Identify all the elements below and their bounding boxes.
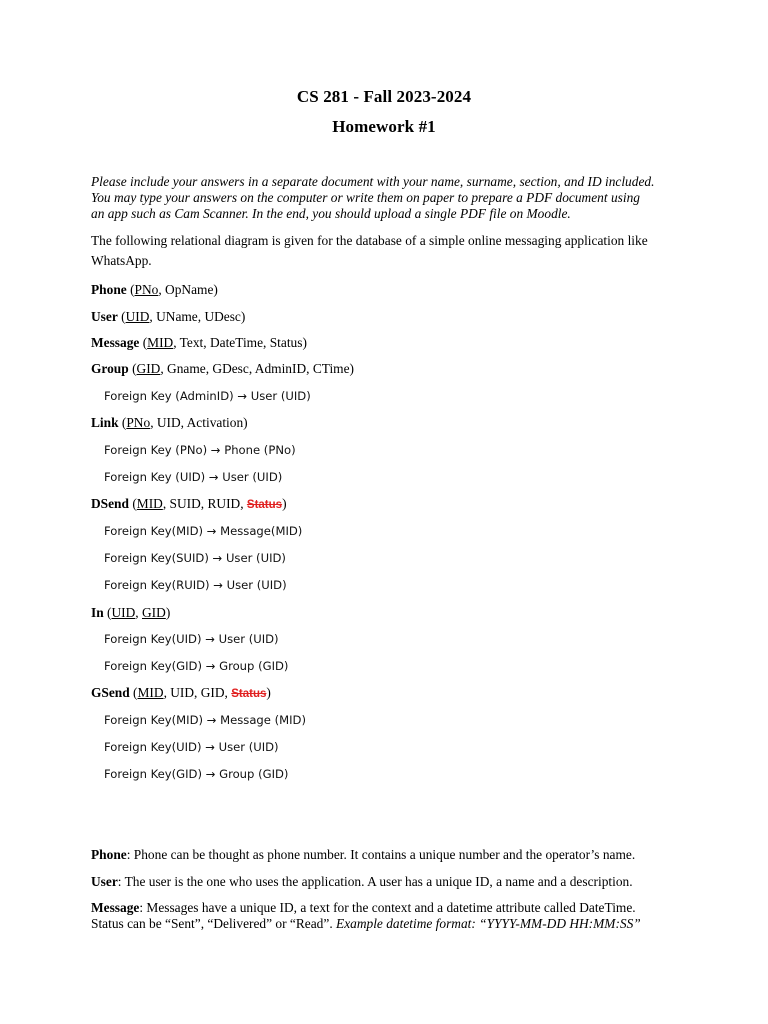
foreign-key-line: Foreign Key (UID) → User (UID): [104, 470, 283, 484]
foreign-key-line: Foreign Key (AdminID) → User (UID): [104, 389, 311, 403]
description-message: [91, 900, 681, 932]
intro-paragraph: [91, 231, 681, 271]
relation-attributes: , UName, UDesc): [149, 309, 246, 324]
foreign-key-line: Foreign Key(MID) → Message (MID): [104, 713, 307, 727]
relation-name: Link: [91, 415, 119, 430]
description-text: : Phone can be thought as phone number. It contains a unique number and the operator’s name.: [126, 847, 636, 862]
relation-attributes: , SUID, RUID,: [162, 496, 247, 511]
instructions-line: an app such as Cam Scanner. In the end, you should upload a single PDF file on Moodle.: [91, 206, 571, 221]
relation-message: Message (MID, Text, DateTime, Status): [91, 335, 307, 350]
relation-user: User (UID, UName, UDesc): [91, 309, 246, 324]
relation-link: Link (PNo, UID, Activation): [91, 415, 248, 430]
primary-key: UID: [111, 605, 136, 620]
relation-in: In (UID, GID): [91, 605, 171, 620]
relation-attributes: , UID, Activation): [150, 415, 248, 430]
document-subtitle: Homework #1: [332, 117, 436, 136]
primary-key: GID: [136, 361, 161, 376]
description-text: Status can be “Sent”, “Delivered” or “Read”.: [91, 916, 337, 931]
primary-key: PNo: [134, 282, 159, 297]
relation-phone: Phone (PNo, OpName): [91, 282, 218, 297]
foreign-key-line: Foreign Key (PNo) → Phone (PNo): [104, 443, 296, 457]
description-phone: [91, 847, 681, 863]
primary-key: MID: [137, 685, 164, 700]
primary-key: MID: [136, 496, 163, 511]
relation-attributes: , Text, DateTime, Status): [173, 335, 307, 350]
relation-attributes: , Gname, GDesc, AdminID, CTime): [160, 361, 354, 376]
datetime-example: Example datetime format: “YYYY-MM-DD HH:MM:SS”: [336, 916, 641, 931]
description-term: User: [91, 874, 118, 889]
relation-attributes: , OpName): [158, 282, 218, 297]
primary-key: PNo: [126, 415, 151, 430]
relation-name: User: [91, 309, 118, 324]
description-text: : The user is the one who uses the application. A user has a unique ID, a name and a description.: [117, 874, 633, 889]
relation-name: Message: [91, 335, 140, 350]
foreign-key-line: Foreign Key(MID) → Message(MID): [104, 524, 303, 538]
intro-line: WhatsApp.: [91, 253, 152, 268]
intro-line: The following relational diagram is given for the database of a simple online messaging application like: [91, 233, 648, 248]
relation-name: GSend: [91, 685, 130, 700]
description-user: [91, 874, 681, 890]
foreign-key-line: Foreign Key(RUID) → User (UID): [104, 578, 287, 592]
foreign-key-line: Foreign Key(GID) → Group (GID): [104, 767, 289, 781]
foreign-key-line: Foreign Key(SUID) → User (UID): [104, 551, 286, 565]
relation-group: Group (GID, Gname, GDesc, AdminID, CTime): [91, 361, 354, 376]
foreign-key-line: Foreign Key(UID) → User (UID): [104, 632, 279, 646]
description-text: : Messages have a unique ID, a text for the context and a datetime attribute called DateTime.: [139, 900, 636, 915]
foreign-key-line: Foreign Key(GID) → Group (GID): [104, 659, 289, 673]
struck-attribute: Status: [231, 688, 267, 700]
primary-key: MID: [147, 335, 174, 350]
document-title: CS 281 - Fall 2023-2024: [296, 87, 472, 106]
relation-attributes: , UID, GID,: [163, 685, 232, 700]
foreign-key-line: Foreign Key(UID) → User (UID): [104, 740, 279, 754]
primary-key: GID: [142, 605, 166, 620]
relation-name: Phone: [91, 282, 127, 297]
relation-name: Group: [91, 361, 129, 376]
relation-dsend: DSend (MID, SUID, RUID, Status): [91, 496, 287, 511]
description-term: Phone: [91, 847, 127, 862]
instructions-line: Please include your answers in a separate document with your name, surname, section, and ID included.: [91, 174, 655, 189]
struck-attribute: Status: [246, 499, 283, 511]
relation-gsend: GSend (MID, UID, GID, Status): [91, 685, 271, 700]
instructions-paragraph: [91, 174, 681, 222]
relation-name: DSend: [91, 496, 129, 511]
primary-key: UID: [125, 309, 150, 324]
description-term: Message: [91, 900, 140, 915]
instructions-line: You may type your answers on the computer or write them on paper to prepare a PDF document using: [91, 190, 640, 205]
relation-name: In: [91, 605, 104, 620]
